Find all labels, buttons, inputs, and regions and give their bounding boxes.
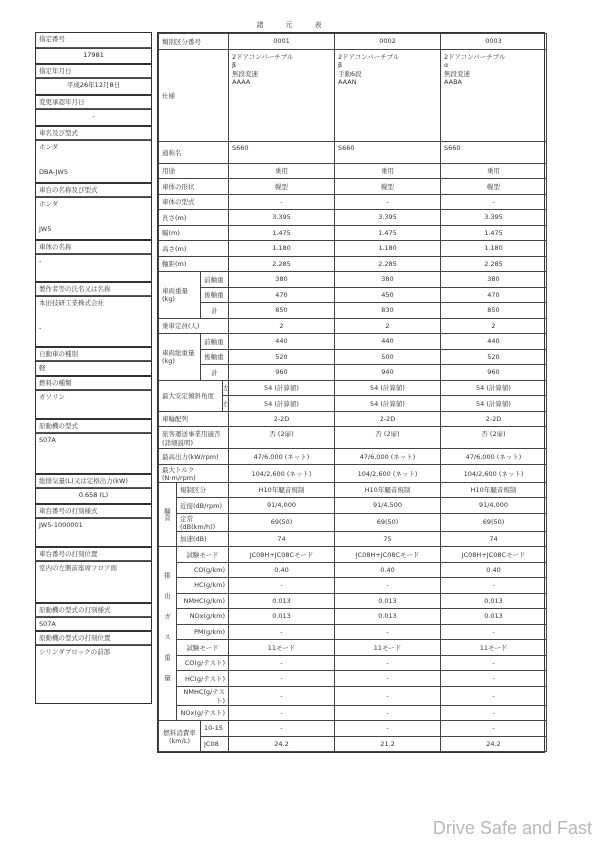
- body-type-value: -: [441, 194, 547, 210]
- tilt-left-value: 54 (計算値): [335, 380, 441, 396]
- em-mode1-value: JC08H+JC08Cモード: [441, 547, 547, 563]
- vehicle-type-label: 自動車の種別: [36, 346, 151, 361]
- tilt-left-value: 54 (計算値): [229, 380, 335, 396]
- fuel-jc08-label: JC08: [201, 736, 229, 752]
- em-co2-value: -: [229, 655, 335, 671]
- maker-label: 製作者等の氏名又は名称: [36, 281, 151, 296]
- spec-grade: β: [232, 60, 237, 69]
- em-mode1-label: 試験モード: [177, 547, 229, 563]
- noise-close-value: 91/4,000: [229, 498, 335, 514]
- em-hc2-label: HC(g/テスト): [177, 671, 229, 687]
- max-torque-value: 104/2,600 (ネット): [229, 464, 335, 482]
- fuel: ガソリン: [36, 390, 151, 420]
- em-hc1-value: -: [441, 578, 547, 594]
- em-nmhc1-value: 0.013: [441, 593, 547, 609]
- maker-cell: [36, 296, 151, 353]
- common-name: S660: [335, 141, 441, 163]
- tilt-right-value: 54 (計算値): [335, 396, 441, 412]
- wheelbase-value: 2.285: [441, 256, 547, 272]
- gross-total-value: 960: [229, 365, 335, 381]
- engine-stamp-pos: シリンダブロックの前部: [36, 645, 151, 702]
- width-value: 1.475: [335, 225, 441, 241]
- chassis-name-label: 車台の名称及び型式: [36, 182, 151, 197]
- em-nmhc2-label: NMHC(g/テスト): [177, 686, 229, 705]
- chassis-model: JW5: [39, 225, 52, 233]
- fuel-jc08-value: 21.2: [335, 736, 441, 752]
- weight-front-value: 380: [229, 272, 335, 288]
- spec-grade: α: [444, 60, 449, 69]
- weight-front-value: 380: [441, 272, 547, 288]
- displacement-label: 総排気量(L)又は定格出力(kW): [36, 473, 151, 488]
- weight-total-value: 850: [441, 303, 547, 319]
- engine-label: 原動機の型式: [36, 418, 151, 433]
- chassis-stamp-label: 車台番号の打刻様式: [36, 503, 151, 518]
- passenger-business-value: 否 (2扉): [335, 427, 441, 449]
- gross-total-value: 960: [441, 365, 547, 381]
- em-pm1-value: -: [229, 624, 335, 640]
- fuel-1015-value: -: [335, 721, 441, 737]
- body-type-value: -: [229, 194, 335, 210]
- tilt-right-value: 54 (計算値): [441, 396, 547, 412]
- em-nmhc1-value: 0.013: [229, 593, 335, 609]
- fuel-jc08-value: 24.2: [441, 736, 547, 752]
- wheelbase-label: 軸距(m): [159, 256, 229, 272]
- common-name-label: 通称名: [159, 141, 229, 163]
- em-mode1-value: JC08H+JC08Cモード: [229, 547, 335, 563]
- em-hc2-value: -: [229, 671, 335, 687]
- noise-reg-value: H10年騒音規制: [335, 482, 441, 498]
- common-name: S660: [229, 141, 335, 163]
- capacity-value: 2: [335, 318, 441, 334]
- length-value: 3.395: [229, 210, 335, 226]
- body-shape-label: 車体の形状: [159, 179, 229, 195]
- em-nmhc2-value: -: [229, 686, 335, 705]
- em-co2-value: -: [335, 655, 441, 671]
- gross-total-value: 940: [335, 365, 441, 381]
- gross-front-value: 440: [441, 334, 547, 350]
- vehicle-name-label: 車名及び型式: [36, 125, 151, 140]
- max-power-value: 47/6,000 (ネット): [229, 449, 335, 465]
- noise-label: 騒音: [159, 482, 177, 547]
- max-power-value: 47/6,000 (ネット): [335, 449, 441, 465]
- maker-sub: -: [39, 324, 42, 332]
- chassis-stamp-pos-label: 車台番号の打刻位置: [36, 546, 151, 561]
- spec-code: AAAN: [338, 77, 357, 86]
- fuel-1015-label: 10-15: [201, 721, 229, 737]
- em-pm1-label: PM(g/km): [177, 624, 229, 640]
- designation-no-label: 指定番号: [36, 33, 151, 48]
- em-hc1-value: -: [335, 578, 441, 594]
- gross-front-value: 440: [335, 334, 441, 350]
- gross-rear-label: 後軸重: [201, 349, 229, 365]
- max-power-value: 47/6,000 (ネット): [441, 449, 547, 465]
- height-label: 高さ(m): [159, 241, 229, 257]
- spec-transmission: 手動6段: [338, 69, 362, 78]
- em-nox1-label: NOx(g/km): [177, 609, 229, 625]
- em-nmhc1-label: NMHC(g/km): [177, 593, 229, 609]
- wheel-arrangement-value: 2-2D: [229, 411, 335, 427]
- noise-reg-value: H10年騒音規制: [229, 482, 335, 498]
- max-torque-label: 最大トルク(N·m/rpm): [159, 464, 229, 482]
- tilt-left-value: 54 (計算値): [441, 380, 547, 396]
- gross-front-label: 前軸重: [201, 334, 229, 350]
- use-value: 乗用: [229, 163, 335, 179]
- em-mode1-value: JC08H+JC08Cモード: [335, 547, 441, 563]
- em-pm1-value: -: [441, 624, 547, 640]
- body-name: -: [36, 254, 151, 297]
- em-co1-label: CO(g/km): [177, 562, 229, 578]
- noise-accel-label: 加速(dB): [177, 531, 229, 547]
- noise-steady-value: 69(50): [335, 513, 441, 531]
- body-shape-value: 幌型: [229, 179, 335, 195]
- wheel-arrangement-label: 車輪配列: [159, 411, 229, 427]
- fuel-consumption-label: 燃料消費率 (km/L): [159, 721, 201, 752]
- change-date: -: [36, 109, 151, 125]
- noise-close-label: 近接(dB/rpm): [177, 498, 229, 514]
- spec-table: [157, 32, 545, 753]
- gross-rear-value: 520: [441, 349, 547, 365]
- wheel-arrangement-value: 2-2D: [335, 411, 441, 427]
- em-hc2-value: -: [441, 671, 547, 687]
- width-value: 1.475: [441, 225, 547, 241]
- weight-total-value: 830: [335, 303, 441, 319]
- noise-reg-label: 規制区分: [177, 482, 229, 498]
- body-name-label: 車体の名称: [36, 239, 151, 254]
- noise-close-value: 91/4,000: [441, 498, 547, 514]
- spec-grade: β: [338, 60, 343, 69]
- document-title: 諸元表: [256, 21, 344, 29]
- spec-transmission: 無段変速: [444, 69, 470, 78]
- em-nox2-label: NOx(g/テスト): [177, 705, 229, 721]
- capacity-value: 2: [229, 318, 335, 334]
- gross-weight-label: 車両総重量 (kg): [159, 334, 201, 381]
- engine-stamp: S07A: [36, 617, 151, 632]
- tilt-angle-label: 最大安定傾斜角度: [159, 380, 223, 411]
- fuel-label: 燃料の種類: [36, 375, 151, 390]
- vehicle-info-panel: [35, 32, 152, 704]
- common-name: S660: [441, 141, 547, 163]
- chassis-stamp: JW5-1000001: [36, 518, 151, 547]
- use-value: 乗用: [335, 163, 441, 179]
- weight-front-label: 前軸重: [201, 272, 229, 288]
- capacity-value: 2: [441, 318, 547, 334]
- maker: 本田技研工業株式会社: [39, 299, 104, 307]
- em-hc1-value: -: [229, 578, 335, 594]
- em-nox1-value: 0.013: [229, 609, 335, 625]
- column-0001: 0001: [229, 34, 335, 50]
- em-co1-value: 0.40: [229, 562, 335, 578]
- body-type-value: -: [335, 194, 441, 210]
- noise-reg-value: H10年騒音規制: [441, 482, 547, 498]
- tilt-left-label: 左: [223, 380, 229, 396]
- em-co1-value: 0.40: [441, 562, 547, 578]
- max-torque-value: 104/2,600 (ネット): [335, 464, 441, 482]
- gross-front-value: 440: [229, 334, 335, 350]
- em-co2-label: CO(g/テスト): [177, 655, 229, 671]
- noise-steady-value: 69(50): [229, 513, 335, 531]
- designation-no: 17981: [36, 48, 151, 63]
- em-mode2-value: 11モード: [229, 640, 335, 656]
- fuel-1015-value: -: [229, 721, 335, 737]
- max-power-label: 最高出力(kW/rpm): [159, 449, 229, 465]
- gross-rear-value: 500: [335, 349, 441, 365]
- vehicle-model: DBA-JW5: [39, 168, 68, 176]
- chassis-name-cell: [36, 197, 151, 239]
- noise-accel-value: 75: [335, 531, 441, 547]
- wheelbase-value: 2.285: [335, 256, 441, 272]
- weight-rear-value: 470: [441, 287, 547, 303]
- weight-rear-label: 後軸重: [201, 287, 229, 303]
- gross-total-label: 計: [201, 365, 229, 381]
- spec-code: AABA: [444, 77, 462, 86]
- gross-rear-value: 520: [229, 349, 335, 365]
- chassis-name: ホンダ: [39, 200, 59, 208]
- noise-accel-value: 74: [441, 531, 547, 547]
- fuel-1015-value: -: [441, 721, 547, 737]
- tilt-right-label: 右: [223, 396, 229, 412]
- em-mode2-label: 試験モード: [177, 640, 229, 656]
- spec-body: 2ドアコンバーチブル: [444, 52, 506, 61]
- body-type-label: 車体の型式: [159, 194, 229, 210]
- length-label: 長さ(m): [159, 210, 229, 226]
- spec-code: AAAA: [232, 77, 251, 86]
- spec-cell-0003: [441, 49, 547, 141]
- body-shape-value: 幌型: [335, 179, 441, 195]
- noise-steady-value: 69(50): [441, 513, 547, 531]
- em-mode2-value: 11モード: [441, 640, 547, 656]
- wheel-arrangement-value: 2-2D: [441, 411, 547, 427]
- engine-stamp-label: 原動機の型式の打刻様式: [36, 602, 151, 617]
- weight-front-value: 380: [335, 272, 441, 288]
- designation-date-label: 指定年月日: [36, 63, 151, 78]
- em-hc2-value: -: [335, 671, 441, 687]
- displacement: 0.658 (L): [36, 488, 151, 504]
- passenger-business-value: 否 (2扉): [229, 427, 335, 449]
- weight-rear-value: 450: [335, 287, 441, 303]
- em-co2-value: -: [441, 655, 547, 671]
- spec-body: 2ドアコンバーチブル: [338, 52, 400, 61]
- engine: S07A: [36, 433, 151, 475]
- spec-cell-0002: [335, 49, 441, 141]
- use-label: 用途: [159, 163, 229, 179]
- spec-transmission: 無段変速: [232, 69, 258, 78]
- em-mode2-value: 11モード: [335, 640, 441, 656]
- capacity-label: 乗車定員(人): [159, 318, 229, 334]
- em-pm1-value: -: [335, 624, 441, 640]
- em-nox1-value: 0.013: [441, 609, 547, 625]
- width-value: 1.475: [229, 225, 335, 241]
- em-nox1-value: 0.013: [335, 609, 441, 625]
- noise-accel-value: 74: [229, 531, 335, 547]
- chassis-stamp-pos: 室内の左側前座席フロア面: [36, 561, 151, 604]
- em-nmhc1-value: 0.013: [335, 593, 441, 609]
- class-no-label: 類別区分番号: [159, 34, 229, 50]
- em-nmhc2-value: -: [441, 686, 547, 705]
- em-nox2-value: -: [229, 705, 335, 721]
- length-value: 3.395: [441, 210, 547, 226]
- em-co1-value: 0.40: [335, 562, 441, 578]
- vehicle-name: ホンダ: [39, 143, 59, 151]
- designation-date: 平成26年12月8日: [36, 78, 151, 94]
- tilt-right-value: 54 (計算値): [229, 396, 335, 412]
- watermark: Drive Safe and Fast: [432, 818, 592, 838]
- max-torque-value: 104/2,600 (ネット): [441, 464, 547, 482]
- em-nmhc2-value: -: [335, 686, 441, 705]
- passenger-business-label: 旅客運送事業用適否(詳細説明): [159, 427, 229, 449]
- width-label: 幅(m): [159, 225, 229, 241]
- em-hc1-label: HC(g/km): [177, 578, 229, 594]
- use-value: 乗用: [441, 163, 547, 179]
- height-value: 1.180: [335, 241, 441, 257]
- spec-body: 2ドアコンバーチブル: [232, 52, 294, 61]
- noise-close-value: 91/4,500: [335, 498, 441, 514]
- spec-cell-0001: [229, 49, 335, 141]
- length-value: 3.395: [335, 210, 441, 226]
- fuel-jc08-value: 24.2: [229, 736, 335, 752]
- em-nox2-value: -: [335, 705, 441, 721]
- height-value: 1.180: [229, 241, 335, 257]
- emission-label: 排出ガス重量: [159, 547, 177, 721]
- column-0002: 0002: [335, 34, 441, 50]
- spec-label: 仕様: [159, 49, 229, 141]
- height-value: 1.180: [441, 241, 547, 257]
- em-nox2-value: -: [441, 705, 547, 721]
- weight-total-value: 850: [229, 303, 335, 319]
- weight-label: 車両重量 (kg): [159, 272, 201, 319]
- wheelbase-value: 2.285: [229, 256, 335, 272]
- engine-stamp-pos-label: 原動機の型式の打刻位置: [36, 630, 151, 645]
- weight-rear-value: 470: [229, 287, 335, 303]
- column-0003: 0003: [441, 34, 547, 50]
- passenger-business-value: 否 (2扉): [441, 427, 547, 449]
- body-shape-value: 幌型: [441, 179, 547, 195]
- change-date-label: 変更承認年月日: [36, 94, 151, 109]
- vehicle-name-cell: [36, 140, 151, 182]
- noise-steady-label: 定常(dB(km/h)): [177, 513, 229, 531]
- weight-total-label: 計: [201, 303, 229, 319]
- vehicle-type: 軽: [36, 361, 151, 375]
